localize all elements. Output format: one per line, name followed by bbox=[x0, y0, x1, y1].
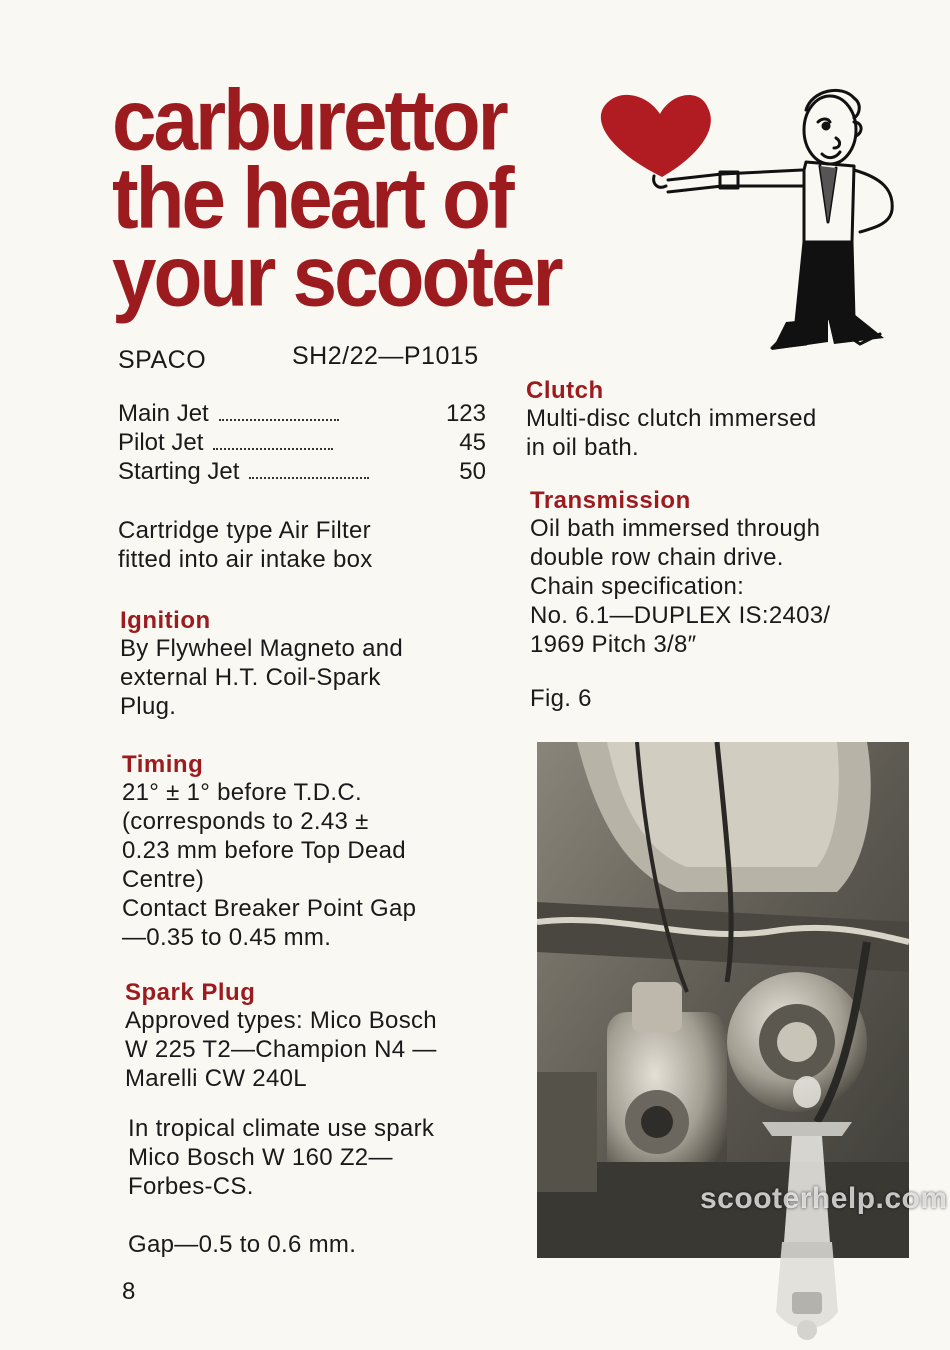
text-line: Oil bath immersed through bbox=[530, 515, 821, 542]
jet-name: Starting Jet bbox=[118, 458, 240, 485]
text-line: W 225 T2—Champion N4 — bbox=[125, 1036, 437, 1063]
carburettor-model: SH2/22—P1015 bbox=[292, 342, 479, 370]
clutch-section bbox=[526, 378, 817, 462]
transmission-section bbox=[530, 488, 830, 659]
page-number: 8 bbox=[122, 1278, 136, 1305]
text-line: Cartridge type Air Filter bbox=[118, 517, 371, 544]
page-headline bbox=[112, 71, 632, 324]
text-line: Chain specification: bbox=[530, 573, 745, 600]
text-line: in oil bath. bbox=[526, 434, 640, 461]
figure-caption: Fig. 6 bbox=[530, 685, 592, 712]
text-line: —0.35 to 0.45 mm. bbox=[122, 924, 332, 951]
jet-row bbox=[118, 458, 486, 487]
text-line: Centre) bbox=[122, 866, 205, 893]
air-filter-note bbox=[118, 516, 373, 574]
text-line: fitted into air intake box bbox=[118, 546, 373, 573]
text-line: Forbes-CS. bbox=[128, 1173, 254, 1200]
dot-leader bbox=[213, 448, 333, 450]
text-line: external H.T. Coil-Spark bbox=[120, 664, 381, 691]
jet-name: Pilot Jet bbox=[118, 429, 204, 456]
text-line: 1969 Pitch 3/8″ bbox=[530, 631, 697, 658]
text-line: In tropical climate use spark bbox=[128, 1115, 435, 1142]
text-line: Marelli CW 240L bbox=[125, 1065, 307, 1092]
jet-name: Main Jet bbox=[118, 400, 209, 427]
tropical-climate-note bbox=[128, 1114, 434, 1201]
text-line: No. 6.1—DUPLEX IS:2403/ bbox=[530, 602, 831, 629]
heart-icon bbox=[601, 95, 711, 177]
text-line: Multi-disc clutch immersed bbox=[526, 405, 817, 432]
dot-leader bbox=[219, 419, 339, 421]
text-line: Contact Breaker Point Gap bbox=[122, 895, 417, 922]
section-heading: Timing bbox=[122, 751, 204, 778]
text-line: (corresponds to 2.43 ± bbox=[122, 808, 369, 835]
ignition-section bbox=[120, 608, 403, 721]
jet-value: 50 bbox=[459, 458, 486, 485]
jet-row bbox=[118, 429, 486, 458]
headline-line: your scooter bbox=[112, 227, 561, 324]
text-line: Gap—0.5 to 0.6 mm. bbox=[128, 1231, 357, 1258]
watermark-text: scooterhelp.com bbox=[700, 1182, 948, 1215]
spark-plug-section bbox=[125, 980, 437, 1093]
section-heading: Transmission bbox=[530, 487, 691, 514]
text-line: By Flywheel Magneto and bbox=[120, 635, 404, 662]
carburettor-make: SPACO bbox=[118, 346, 207, 374]
text-line: Plug. bbox=[120, 693, 177, 720]
section-heading: Clutch bbox=[526, 377, 604, 404]
text-line: 0.23 mm before Top Dead bbox=[122, 837, 406, 864]
cartoon-man-holding-heart-illustration bbox=[592, 82, 922, 372]
jet-sizes-list bbox=[118, 400, 486, 487]
headline-line: the heart of bbox=[112, 149, 512, 246]
jet-value: 123 bbox=[445, 400, 486, 427]
section-heading: Spark Plug bbox=[125, 979, 256, 1006]
spark-gap-note bbox=[128, 1230, 356, 1259]
carburettor-model-row bbox=[118, 342, 479, 375]
jet-row bbox=[118, 400, 486, 429]
dot-leader bbox=[249, 477, 369, 479]
headline-line: carburettor bbox=[112, 71, 506, 168]
text-line: Approved types: Mico Bosch bbox=[125, 1007, 437, 1034]
section-heading: Ignition bbox=[120, 607, 211, 634]
text-line: double row chain drive. bbox=[530, 544, 784, 571]
timing-section bbox=[122, 752, 416, 952]
text-line: 21° ± 1° before T.D.C. bbox=[122, 779, 362, 806]
jet-value: 45 bbox=[459, 429, 486, 456]
text-line: Mico Bosch W 160 Z2— bbox=[128, 1144, 393, 1171]
